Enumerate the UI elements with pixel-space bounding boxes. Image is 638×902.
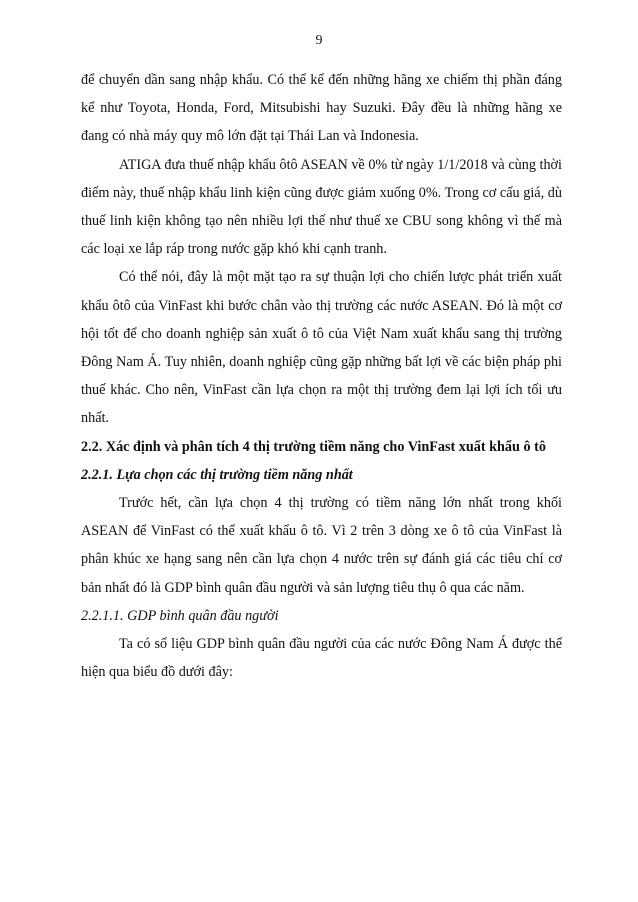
paragraph-opportunity: Có thể nói, đây là một mặt tạo ra sự thuận lợi cho chiến lược phát triển xuất khẩu ôtô của VinFast khi bước chân vào thị trường các nước ASEAN. Đó là một cơ hội tốt để cho doanh nghiệp sản xuất ô tô của Việt Nam xuất khẩu sang thị trường Đông Nam Á. Tuy nhiên, doanh nghiệp cũng gặp những bất lợi về các biện pháp phi thuế khác. Cho nên, VinFast cần lựa chọn ra một thị trường đem lại lợi ích tối ưu nhất. — [81, 269, 562, 427]
paragraph-market-selection: Trước hết, cần lựa chọn 4 thị trường có tiềm năng lớn nhất trong khối ASEAN để VinFast có thể xuất khẩu ô tô. Vì 2 trên 3 dòng xe ô tô của VinFast là phân khúc xe hạng sang nên cần lựa chọn 4 nước trên sự đánh giá các tiêu chí cơ bản nhất đó là GDP bình quân đầu người và sản lượng tiêu thụ ô qua các năm. — [81, 495, 562, 596]
paragraph-atiga: ATIGA đưa thuế nhập khẩu ôtô ASEAN về 0% từ ngày 1/1/2018 và cùng thời điểm này, thuế nhập khẩu linh kiện cũng được giảm xuống 0%. Trong cơ cấu giá, dù thuế linh kiện không tạo nên nhiều lợi thế như thuế xe CBU song không vì thế mà các loại xe lắp ráp trong nước gặp khó khi cạnh tranh. — [81, 156, 562, 258]
heading-section-2-2-1-1: 2.2.1.1. GDP bình quân đầu người — [81, 607, 279, 624]
heading-section-2-2-1: 2.2.1. Lựa chọn các thị trường tiềm năng nhất — [81, 466, 353, 483]
page-number: 9 — [315, 33, 323, 48]
page-content — [81, 66, 562, 686]
paragraph-gdp-intro: Ta có số liệu GDP bình quân đầu người của các nước Đông Nam Á được thể hiện qua biểu đồ dưới đây: — [81, 636, 562, 681]
paragraph-continuation: để chuyển dần sang nhập khẩu. Có thể kể đến những hãng xe chiếm thị phần đáng kể như Toyota, Honda, Ford, Mitsubishi hay Suzuki. Đây đều là những hãng xe đang có nhà máy quy mô lớn đặt tại Thái Lan và Indonesia. — [81, 72, 562, 145]
heading-section-2-2: 2.2. Xác định và phân tích 4 thị trường tiềm năng cho VinFast xuất khẩu ô tô — [81, 438, 546, 455]
